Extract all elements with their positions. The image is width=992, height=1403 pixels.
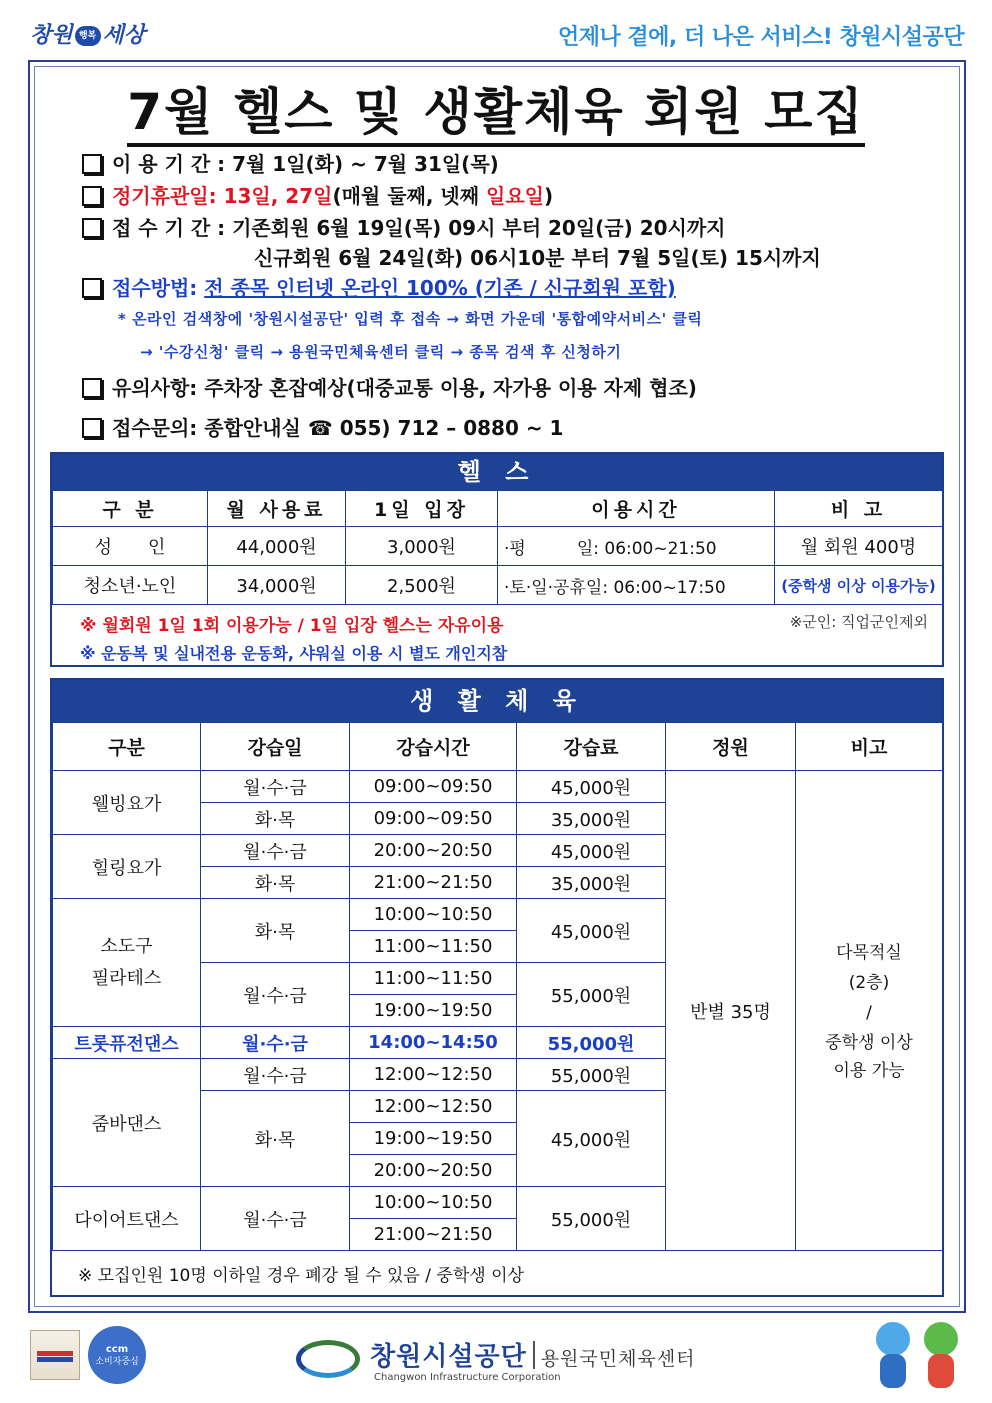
contact-label: 접수문의: (112, 416, 198, 440)
remark-avail: 이용 가능 (833, 1060, 905, 1081)
checkbox-icon (82, 378, 102, 398)
remark-room: 다목적실 (836, 942, 902, 963)
cell-remark (796, 771, 943, 1251)
org-name (370, 1336, 696, 1373)
notice-label: 유의사항: (112, 376, 198, 400)
cell-time: 09:00~09:50 (350, 771, 517, 803)
cell-fee: 45,000원 (517, 771, 666, 803)
program-name-line: 필라테스 (91, 967, 162, 989)
cell-monthly: 44,000원 (208, 527, 346, 566)
info-notice (82, 372, 697, 401)
remark-age: 중학생 이상 (825, 1032, 913, 1053)
closed-days: 13일, 27일 (223, 184, 333, 208)
cell-days: 화·목 (201, 899, 350, 963)
life-section (50, 678, 944, 1297)
notice-value: 주차장 혼잡예상(대중교통 이용, 자가용 이용 자제 협조) (204, 376, 697, 400)
col-header: 강습료 (517, 723, 666, 771)
checkbox-icon (82, 154, 102, 174)
program-name: 트롯퓨전댄스 (53, 1027, 201, 1059)
program-name: 힐링요가 (53, 835, 201, 899)
cell-hours: ·평 일: 06:00~21:50 (498, 527, 775, 566)
table-row (53, 771, 943, 803)
checkbox-icon (82, 278, 102, 298)
remark-floor: (2층) (848, 972, 890, 993)
cell-daily: 2,500원 (346, 566, 498, 605)
info-method (82, 272, 676, 301)
col-header: 구 분 (53, 491, 208, 527)
program-name: 다이어트댄스 (53, 1187, 201, 1251)
closed-desc-b: ) (543, 184, 554, 208)
cell-fee: 45,000원 (517, 835, 666, 867)
cell-days: 월·수·금 (201, 1187, 350, 1251)
cell-days: 월·수·금 (201, 963, 350, 1027)
cell-time: 21:00~21:50 (350, 867, 517, 899)
contact-value: 종합안내실 ☎ 055) 712 – 0880 ~ 1 (204, 416, 564, 440)
city-logo (30, 18, 145, 49)
cell-monthly: 34,000원 (208, 566, 346, 605)
period-value: 7월 1일(화) ~ 7월 31일(목) (232, 152, 499, 176)
org-logo-icon (296, 1340, 360, 1378)
info-closed (82, 180, 553, 209)
info-registration-new: 신규회원 6월 24일(화) 06시10분 부터 7월 5일(토) 15시까지 (254, 246, 821, 270)
cell-time: 11:00~11:50 (350, 931, 517, 963)
method-value: 전 종목 인터넷 온라인 100% (기존 / 신규회원 포함) (204, 276, 676, 300)
cell-days: 화·목 (201, 803, 350, 835)
cell-time: 19:00~19:50 (350, 1123, 517, 1155)
col-header: 1일 입장 (346, 491, 498, 527)
cell-fee: 55,000원 (517, 1187, 666, 1251)
program-name: 줌바댄스 (53, 1059, 201, 1187)
logo-text-b: 세상 (102, 22, 146, 48)
cell-daily: 3,000원 (346, 527, 498, 566)
cell-fee: 55,000원 (517, 1027, 666, 1059)
life-table (52, 722, 943, 1251)
checkbox-icon (82, 186, 102, 206)
cell-fee: 35,000원 (517, 867, 666, 899)
title-text: 7월 헬스 및 생활체육 회원 모집 (127, 83, 864, 147)
mascot-green-icon (918, 1322, 964, 1392)
col-header: 비고 (796, 723, 943, 771)
reg-existing: 기존회원 6월 19일(목) 09시 부터 20일(금) 20시까지 (232, 216, 726, 240)
method-label: 접수방법: (112, 276, 198, 300)
cell-fee: 45,000원 (517, 1091, 666, 1187)
col-header: 정원 (666, 723, 796, 771)
method-detail-1: * 온라인 검색창에 '창원시설공단' 입력 후 접속 → 화면 가운데 '통합예약서비스' 클릭 (118, 310, 703, 328)
table-row (53, 566, 943, 605)
ccm-top-text: ccm (105, 1344, 129, 1355)
info-contact (82, 412, 563, 441)
program-name (53, 899, 201, 1027)
slogan: 언제나 곁에, 더 나은 서비스! 창원시설공단 (558, 25, 964, 50)
org-sub-text: 용원국민체육센터 (540, 1348, 696, 1370)
health-notes (52, 605, 942, 665)
closed-sunday: 일요일 (486, 184, 544, 208)
col-header: 비 고 (775, 491, 943, 527)
cell-time: 20:00~20:50 (350, 835, 517, 867)
cell-fee: 35,000원 (517, 803, 666, 835)
cell-days: 월·수·금 (201, 1059, 350, 1091)
cell-time: 12:00~12:50 (350, 1091, 517, 1123)
cell-note: (중학생 이상 이용가능) (775, 566, 943, 605)
program-name: 웰빙요가 (53, 771, 201, 835)
note-personal-items: ※ 운동복 및 실내전용 운동화, 샤워실 이용 시 별도 개인지참 (80, 644, 508, 663)
col-header: 강습시간 (350, 723, 517, 771)
info-period (82, 148, 499, 177)
cell-days: 월·수·금 (201, 835, 350, 867)
life-footnote: ※ 모집인원 10명 이하일 경우 폐강 될 수 있음 / 중학생 이상 (78, 1265, 524, 1286)
cell-time: 09:00~09:50 (350, 803, 517, 835)
org-english-name: Changwon Infrastructure Corporation (374, 1372, 561, 1383)
cell-days: 화·목 (201, 867, 350, 899)
ccm-badge-icon (88, 1326, 146, 1384)
life-heading: 생 활 체 육 (52, 680, 942, 722)
note-monthly: ※ 월회원 1일 1회 이용가능 / 1일 입장 헬스는 자유이용 (80, 616, 504, 636)
cell-capacity: 반별 35명 (666, 771, 796, 1251)
logo-text-a: 창원 (30, 22, 73, 48)
cell-fee: 55,000원 (517, 1059, 666, 1091)
table-header-row (53, 723, 943, 771)
checkbox-icon (82, 218, 102, 238)
footer (0, 1318, 992, 1398)
closed-label: 정기휴관일: (112, 184, 217, 208)
health-table (52, 490, 943, 605)
note-military: ※군인: 직업군인제외 (789, 613, 928, 631)
cell-time: 20:00~20:50 (350, 1155, 517, 1187)
table-header-row (53, 491, 943, 527)
program-name-line: 소도구 (100, 935, 153, 957)
cell-time: 11:00~11:50 (350, 963, 517, 995)
cell-days: 화·목 (201, 1091, 350, 1187)
logo-badge: 행복 (75, 26, 101, 46)
remark-sep: / (866, 1002, 872, 1023)
cell-time: 12:00~12:50 (350, 1059, 517, 1091)
certification-emblem-icon (30, 1330, 80, 1380)
health-section (50, 452, 944, 667)
table-row (53, 527, 943, 566)
health-heading: 헬 스 (52, 454, 942, 490)
cell-fee: 45,000원 (517, 899, 666, 963)
closed-desc-a: (매월 둘째, 넷째 (332, 184, 486, 208)
cell-time: 21:00~21:50 (350, 1219, 517, 1251)
cell-note: 월 회원 400명 (775, 527, 943, 566)
cell-type: 성 인 (53, 527, 208, 566)
cell-hours: ·토·일·공휴일: 06:00~17:50 (498, 566, 775, 605)
col-header: 이용시간 (498, 491, 775, 527)
col-header: 강습일 (201, 723, 350, 771)
cell-type: 청소년·노인 (53, 566, 208, 605)
org-name-text: 창원시설공단 (370, 1342, 527, 1372)
col-header: 월 사용료 (208, 491, 346, 527)
page-title (0, 72, 992, 144)
ccm-main-text: 소비자중심 (95, 1357, 139, 1367)
cell-time: 10:00~10:50 (350, 899, 517, 931)
cell-time: 19:00~19:50 (350, 995, 517, 1027)
info-registration (82, 212, 726, 241)
checkbox-icon (82, 418, 102, 438)
cell-fee: 55,000원 (517, 963, 666, 1027)
cell-time: 14:00~14:50 (350, 1027, 517, 1059)
reg-label: 접 수 기 간 : (112, 216, 226, 240)
cell-time: 10:00~10:50 (350, 1187, 517, 1219)
period-label: 이 용 기 간 : (112, 152, 226, 176)
method-detail-2: → '수강신청' 클릭 → 용원국민체육센터 클릭 → 종목 검색 후 신청하기 (140, 343, 622, 361)
mascot-blue-icon (870, 1322, 916, 1392)
cell-days: 월·수·금 (201, 1027, 350, 1059)
col-header: 구분 (53, 723, 201, 771)
cell-days: 월·수·금 (201, 771, 350, 803)
